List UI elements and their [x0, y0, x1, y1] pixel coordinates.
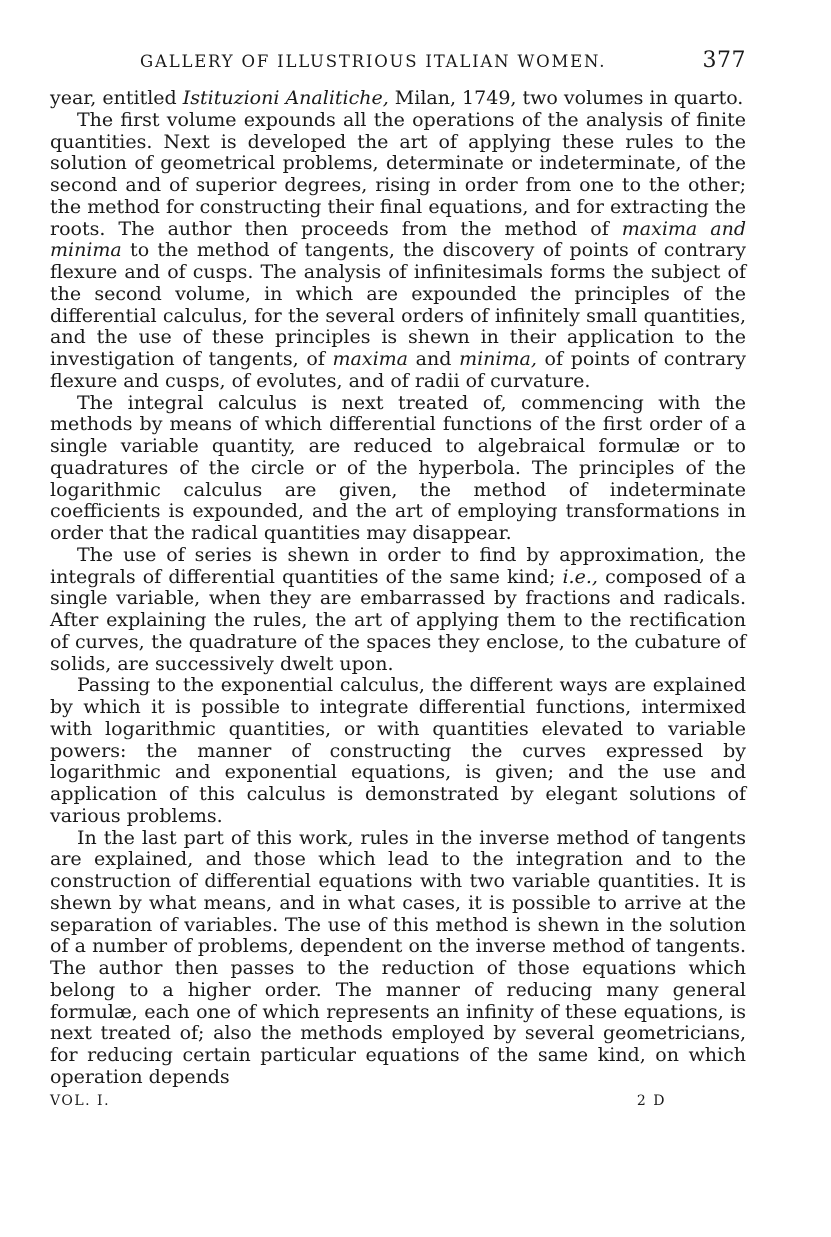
text-run: year, entitled — [50, 87, 183, 109]
text-run: The use of series is shewn in order to find by approximation, the integrals of differential quantities of the same kind; — [50, 543, 746, 588]
text-run: Milan, 1749, two volumes in quarto. — [388, 87, 744, 109]
printer-signature: 2 D — [636, 1092, 666, 1109]
text-run: of points of contrary flexure and cusps, of evolutes, and of radii of curvature. — [50, 348, 746, 392]
running-title: GALLERY OF ILLUSTRIOUS ITALIAN WOMEN. — [140, 52, 607, 71]
book-page — [50, 48, 746, 1109]
paragraph — [50, 88, 746, 110]
body-text — [50, 88, 746, 1089]
italic-text: Istituzioni Analitiche, — [182, 87, 389, 109]
paragraph — [50, 393, 746, 545]
italic-text: maxima — [332, 348, 409, 370]
paragraph — [50, 545, 746, 676]
page-footer — [50, 1093, 746, 1109]
text-run: and — [408, 348, 460, 370]
paragraph — [50, 110, 746, 393]
paragraph — [50, 828, 746, 1089]
paragraph — [50, 675, 746, 827]
volume-label: VOL. I. — [50, 1092, 111, 1109]
running-head — [140, 48, 746, 88]
text-run: composed of a single variable, when they are embarrassed by fractions and radicals. After explaining the rules, the art of applying them to the rectification of curves, the quadrature of the spaces they enclose, to the cubature of solids, are successively dwelt upon. — [50, 565, 746, 675]
text-run: to the method of tangents, the discovery of points of contrary flexure and of cusps. The analysis of infinitesimals forms the subject of the second volume, in which are expounded the principles of the differential calculus, for the several orders of infinitely small quantities, and the use of these principles is shewn in their application to the investigation of tangents, of — [50, 239, 746, 370]
italic-text: maxima and minima — [50, 217, 747, 262]
italic-text: i.e., — [562, 565, 598, 588]
italic-text: minima, — [459, 348, 537, 370]
text-run: Passing to the exponential calculus, the different ways are explained by which it is possible to integrate differential functions, intermixed with logarithmic quantities, or with quantities elevated to variable powers: the manner of constructing the curves expressed by logarithmic and exponential equations, is given; and the use and application of this calculus is demonstrated by elegant solutions of various problems. — [50, 674, 746, 827]
page-number: 377 — [702, 48, 746, 73]
text-run: The first volume expounds all the operations of the analysis of finite quantities. Next is developed the art of applying these rules to the solution of geometrical problems, determinate or indeterminate, of the second and of superior degrees, rising in order from one to the other; the method for constructing their final equations, and for extracting the roots. The author then proceeds from the method of — [50, 108, 746, 240]
text-run: In the last part of this work, rules in the inverse method of tangents are explained, and those which lead to the integration and to the construction of differential equations with two variable quantities. It is shewn by what means, and in what cases, it is possible to arrive at the separation of variables. The use of this method is shewn in the solution of a number of problems, dependent on the inverse method of tangents. The author then passes to the reduction of those equations which belong to a higher order. The manner of reducing many general formulæ, each one of which represents an infinity of these equations, is next treated of; also the methods employed by several geometricians, for reducing certain particular equations of the same kind, on which operation depends — [50, 826, 746, 1088]
text-run: The integral calculus is next treated of, commencing with the methods by means of which differential functions of the first order of a single variable quantity, are reduced to algebraical formulæ or to quadratures of the circle or of the hyperbola. The principles of the logarithmic calculus are given, the method of indeterminate coefficients is expounded, and the art of employing transformations in order that the radical quantities may disappear. — [50, 391, 746, 544]
